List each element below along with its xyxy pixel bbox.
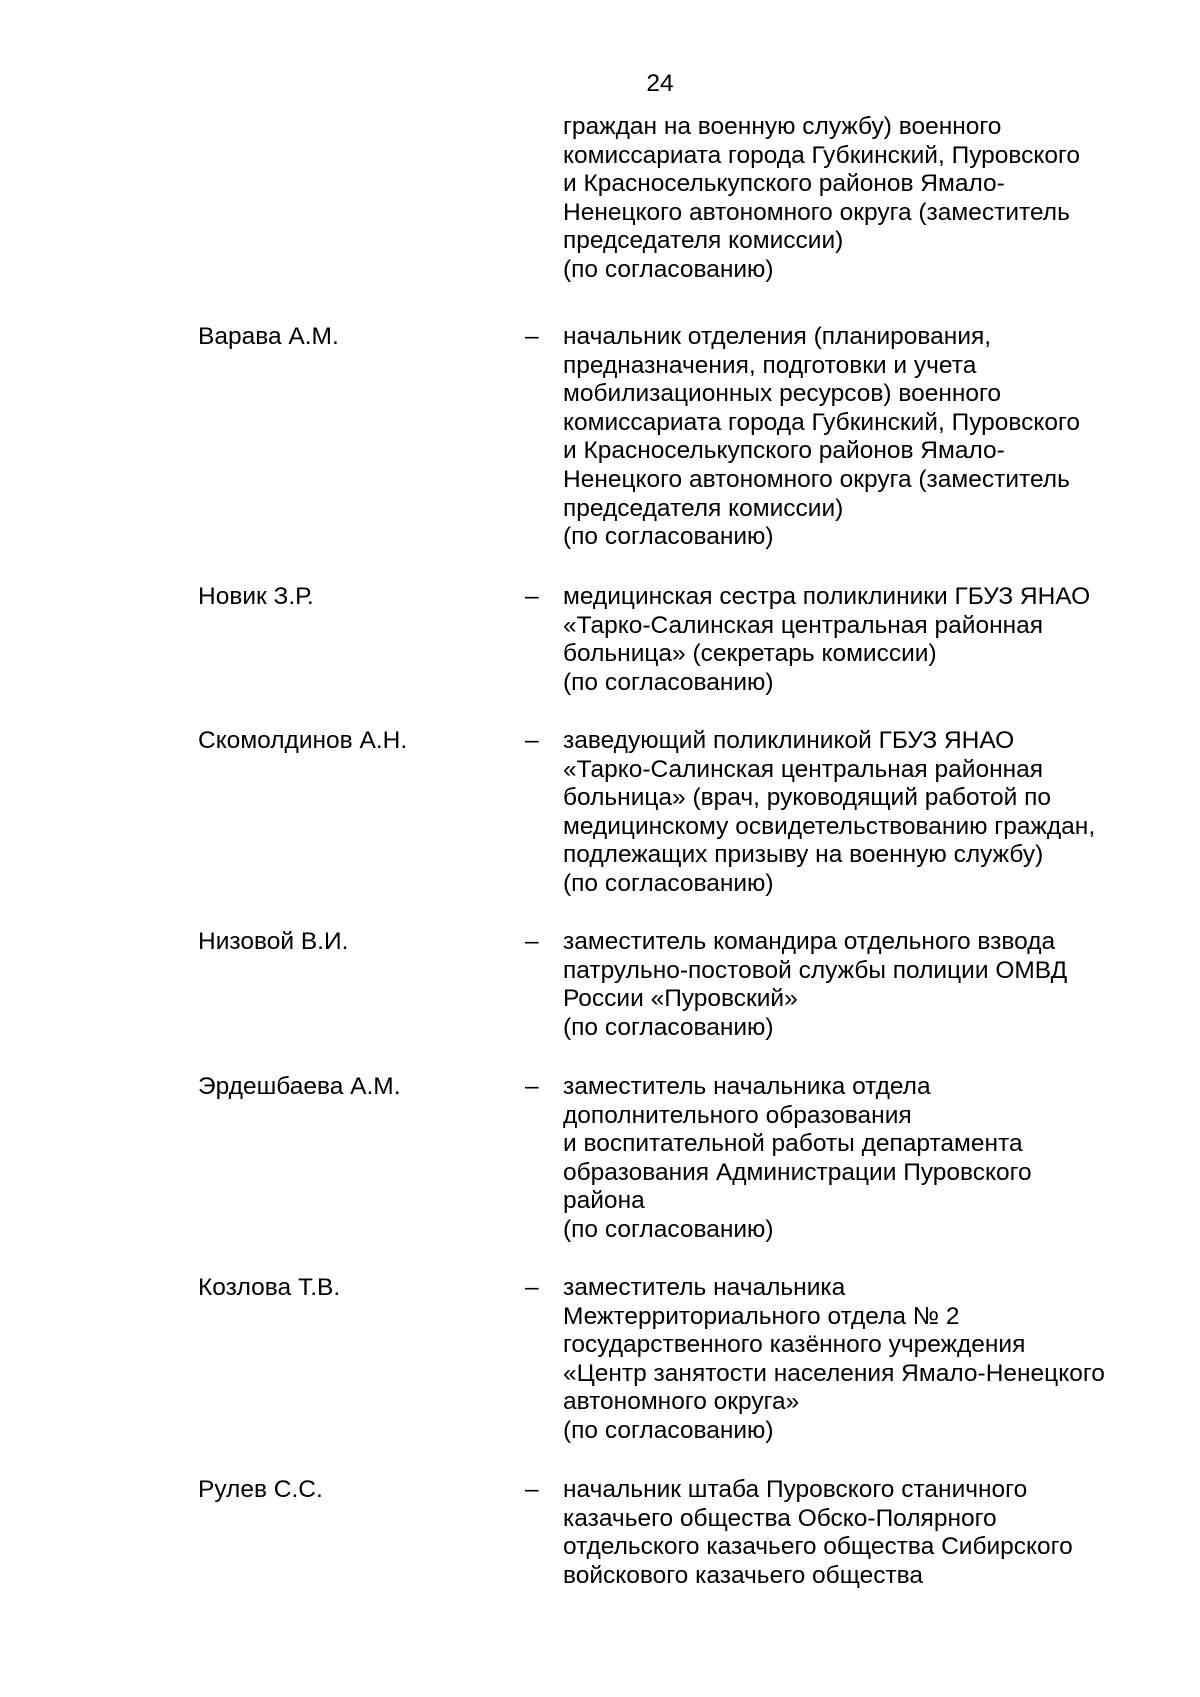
description-line: заместитель командира отдельного взвода [563, 928, 1056, 955]
page-number: 24 [646, 70, 674, 97]
description-line: «Тарко-Салинская центральная районная [563, 755, 1044, 783]
description-line: комиссариата города Губкинский, Пуровского [563, 408, 1081, 436]
description-line: комиссариата города Губкинский, Пуровского [563, 141, 1081, 169]
description-line: России «Пуровский» [563, 985, 798, 1013]
dash-separator: – [525, 323, 539, 350]
description-line: медицинская сестра поликлиники ГБУЗ ЯНАО [563, 583, 1091, 610]
description-line: граждан на военную службу) военного [563, 113, 1002, 140]
description-line: заместитель начальника отдела [563, 1073, 931, 1100]
member-description [563, 323, 1163, 552]
description-line: подлежащих призыву на военную службу) [563, 841, 1044, 869]
member-description [563, 1476, 1163, 1590]
dash-separator: – [525, 727, 539, 754]
description-line: (по согласованию) [563, 1013, 774, 1041]
description-line: и Красноселькупского районов Ямало- [563, 437, 1005, 465]
description-line: «Центр занятости населения Ямало-Ненецкого [563, 1359, 1105, 1387]
description-line: Ненецкого автономного округа (заместитель [563, 465, 1070, 493]
description-line: больница» (секретарь комиссии) [563, 640, 937, 668]
description-line: «Тарко-Салинская центральная районная [563, 611, 1044, 639]
member-description [563, 928, 1163, 1042]
member-name: Эрдешбаева А.М. [198, 1073, 401, 1100]
description-line: образования Администрации Пуровского [563, 1158, 1032, 1186]
member-name: Скомолдинов А.Н. [198, 727, 408, 754]
dash-separator: – [525, 1274, 539, 1301]
description-line: заместитель начальника [563, 1274, 846, 1301]
description-line: (по согласованию) [563, 1215, 774, 1243]
description-line: патрульно-постовой службы полиции ОМВД [563, 956, 1068, 984]
description-line: начальник штаба Пуровского станичного [563, 1476, 1028, 1503]
description-line: (по согласованию) [563, 523, 774, 551]
member-name: Козлова Т.В. [198, 1274, 341, 1301]
description-line: больница» (врач, руководящий работой по [563, 784, 1052, 812]
description-line: отдельского казачьего общества Сибирского [563, 1533, 1073, 1561]
description-line: автономного округа» [563, 1388, 800, 1416]
description-line: и Красноселькупского районов Ямало- [563, 170, 1005, 198]
member-description [563, 1274, 1163, 1446]
member-description [563, 727, 1163, 899]
description-line: (по согласованию) [563, 1416, 774, 1444]
member-name: Низовой В.И. [198, 928, 349, 955]
description-line: дополнительного образования [563, 1101, 912, 1129]
dash-separator: – [525, 1476, 539, 1503]
description-line: начальник отделения (планирования, [563, 323, 992, 350]
description-line: и воспитательной работы департамента [563, 1130, 1023, 1158]
member-description [563, 583, 1163, 697]
description-line: заведующий поликлиникой ГБУЗ ЯНАО [563, 727, 1015, 754]
description-line: Ненецкого автономного округа (заместитель [563, 198, 1070, 226]
description-line: района [563, 1187, 645, 1215]
member-name: Новик З.Р. [198, 583, 314, 610]
member-description [563, 113, 1163, 285]
dash-separator: – [525, 928, 539, 955]
description-line: председателя комиссии) [563, 227, 844, 255]
description-line: войскового казачьего общества [563, 1561, 924, 1589]
member-name: Рулев С.С. [198, 1476, 323, 1503]
description-line: председателя комиссии) [563, 494, 844, 522]
description-line: (по согласованию) [563, 668, 774, 696]
member-description [563, 1073, 1163, 1245]
description-line: (по согласованию) [563, 869, 774, 897]
description-line: (по согласованию) [563, 255, 774, 283]
description-line: Межтерриториального отдела № 2 [563, 1302, 960, 1330]
description-line: государственного казённого учреждения [563, 1331, 1026, 1359]
description-line: мобилизационных ресурсов) военного [563, 380, 1002, 408]
dash-separator: – [525, 1073, 539, 1100]
description-line: медицинскому освидетельствованию граждан, [563, 812, 1096, 840]
member-name: Варава А.М. [198, 323, 339, 350]
description-line: казачьего общества Обско-Полярного [563, 1504, 997, 1532]
description-line: предназначения, подготовки и учета [563, 351, 977, 379]
dash-separator: – [525, 583, 539, 610]
